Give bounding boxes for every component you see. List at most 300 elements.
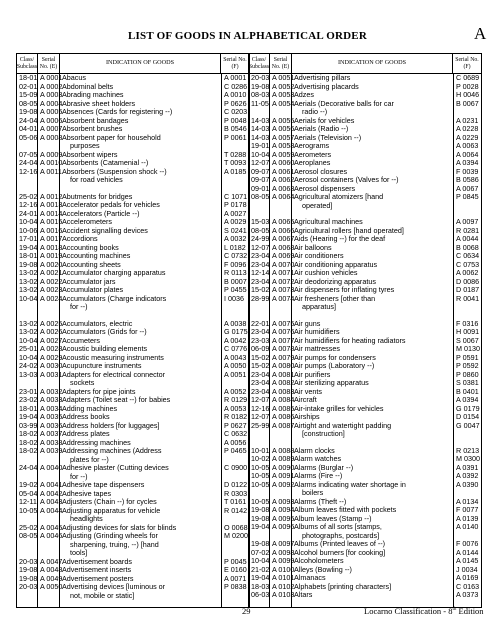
serial-f-cell: A 0029 bbox=[224, 217, 247, 226]
class-cell: 23-04 bbox=[251, 251, 270, 260]
indication-text: Address holders [for luggages] bbox=[62, 420, 160, 430]
serial-e-cell: A 0081 bbox=[272, 369, 295, 379]
indication-continuation: for --) bbox=[70, 471, 88, 481]
class-cell: 23-04 bbox=[251, 276, 270, 286]
indication-text: Aerosol closures bbox=[294, 166, 348, 176]
class-cell: 19-04 bbox=[251, 522, 270, 531]
indication-text: Accounting books bbox=[62, 242, 119, 252]
serial-e-cell: A 0011 bbox=[40, 166, 62, 176]
indication-text: Air sterilizing apparatus bbox=[294, 378, 369, 387]
indication-text: Accounting sheets bbox=[62, 259, 121, 269]
class-cell: 24-04 bbox=[19, 158, 38, 167]
serial-f-cell: A 0043 bbox=[224, 352, 247, 362]
indication-text: Absorbents (Catamenial --) bbox=[62, 158, 149, 167]
class-cell: 14-03 bbox=[251, 132, 270, 142]
serial-f-cell: P 0045 bbox=[224, 556, 247, 566]
indication-text: Albums (Printed leaves of --) bbox=[294, 539, 386, 548]
indication-cell bbox=[292, 591, 453, 600]
class-cell: 06-09 bbox=[251, 344, 270, 353]
serial-e-cell: A 0005 bbox=[40, 107, 63, 116]
indication-cell bbox=[60, 447, 221, 464]
serial-e-cell: A 0056 bbox=[272, 124, 295, 133]
indication-text: Adding machines bbox=[62, 403, 118, 413]
indication-cell bbox=[292, 193, 453, 210]
header-serial-e: Serial No. (E) bbox=[270, 54, 292, 73]
serial-e-cell: A 0077 bbox=[272, 335, 295, 345]
indication-continuation: purposes bbox=[70, 141, 100, 150]
class-cell: 12-16 bbox=[19, 166, 38, 176]
serial-f-cell: C 0632 bbox=[224, 429, 248, 438]
class-cell: 24-99 bbox=[251, 234, 270, 243]
table-row bbox=[17, 134, 249, 151]
serial-e-cell: A 0062 bbox=[272, 175, 295, 184]
serial-e-cell: A 0030 bbox=[40, 361, 63, 370]
serial-f-cell: A 0229 bbox=[456, 132, 479, 142]
indication-text: Aerials for vehicles bbox=[294, 115, 355, 125]
class-cell: 19-08 bbox=[19, 259, 38, 269]
indication-continuation: apparatus] bbox=[302, 302, 336, 311]
serial-f-cell: A 0185 bbox=[224, 166, 247, 176]
class-cell: 03-99 bbox=[19, 420, 38, 430]
serial-e-cell: A 0052 bbox=[272, 81, 295, 91]
serial-f-cell: S 0067 bbox=[456, 335, 479, 345]
left-column-table bbox=[16, 53, 250, 608]
edition-sup: th bbox=[452, 607, 457, 613]
class-cell: 13-02 bbox=[19, 268, 38, 277]
serial-e-cell: A 0038 bbox=[40, 437, 63, 447]
serial-e-cell: A 0021 bbox=[40, 268, 63, 277]
class-cell: 24-04 bbox=[19, 115, 38, 125]
indication-text: Alarms (Burglar --) bbox=[294, 462, 354, 472]
indication-continuation: tools] bbox=[70, 548, 88, 557]
indication-text: Air pumps for condensers bbox=[294, 352, 376, 362]
serial-f-cell: A 0051 bbox=[224, 369, 247, 379]
serial-e-cell: A 0086 bbox=[272, 412, 295, 421]
table-row bbox=[17, 447, 249, 464]
serial-f-cell: H 0046 bbox=[456, 90, 480, 99]
serial-e-cell: A 0023 bbox=[40, 285, 63, 294]
indication-text: Advertisement inserts bbox=[62, 565, 132, 574]
serial-e-cell: A 0026 bbox=[40, 327, 63, 336]
indication-text: Abacus bbox=[62, 73, 86, 82]
indication-cell bbox=[60, 295, 221, 312]
indication-continuation: [construction] bbox=[302, 429, 345, 438]
class-cell: 10-05 bbox=[251, 479, 270, 489]
indication-cell bbox=[60, 507, 221, 524]
serial-e-cell: A 0041 bbox=[40, 480, 63, 489]
serial-e-cell: A 0069 bbox=[272, 251, 295, 260]
serial-f-cell: F 0077 bbox=[456, 505, 479, 514]
class-cell: 19-04 bbox=[19, 412, 38, 421]
serial-e-cell: A 0057 bbox=[272, 132, 295, 142]
serial-f-cell: P 0838 bbox=[224, 582, 247, 591]
class-cell: 25-99 bbox=[251, 420, 270, 430]
serial-f-cell: P 0048 bbox=[224, 115, 247, 125]
class-cell: 15-09 bbox=[19, 90, 38, 99]
serial-e-cell: A 0075 bbox=[272, 318, 295, 328]
serial-e-cell: A 0027 bbox=[40, 335, 63, 345]
indication-text: Addressing machines (Address bbox=[62, 446, 162, 455]
serial-f-cell: A 0391 bbox=[456, 462, 479, 472]
class-cell: 09-07 bbox=[251, 175, 270, 184]
class-cell: 14-03 bbox=[251, 124, 270, 133]
serial-f-cell: A 0063 bbox=[456, 141, 479, 150]
indication-text: Almanacs bbox=[294, 573, 326, 582]
class-cell: 09-07 bbox=[251, 166, 270, 176]
class-cell: 18-01 bbox=[19, 73, 38, 82]
indication-text: Albums of all sorts [stamps, bbox=[294, 522, 382, 531]
indication-text: Abrasive sheet holders bbox=[62, 98, 136, 108]
serial-f-cell: S 0381 bbox=[456, 378, 479, 387]
serial-e-cell: A 0078 bbox=[272, 344, 295, 353]
indication-text: Agricultural rollers [hand operated] bbox=[294, 225, 404, 235]
indication-text: Air humidifiers for heating radiators bbox=[294, 335, 406, 345]
serial-e-cell: A 0090 bbox=[272, 462, 295, 472]
serial-f-cell: R 0129 bbox=[224, 395, 248, 404]
serial-e-cell: A 0010 bbox=[40, 158, 63, 167]
serial-f-cell: G 0175 bbox=[224, 327, 248, 336]
serial-f-cell: A 0053 bbox=[224, 403, 247, 413]
class-cell: 10-04 bbox=[19, 335, 38, 345]
serial-f-cell: P 0860 bbox=[456, 369, 479, 379]
indication-text: Absorbent bandages bbox=[62, 115, 129, 125]
indication-text: Air pumps (Laboratory --) bbox=[294, 361, 375, 370]
serial-f-cell: P 0061 bbox=[224, 132, 247, 142]
serial-e-cell: A 0082 bbox=[272, 378, 295, 387]
table-row bbox=[17, 532, 249, 558]
serial-e-cell: A 0017 bbox=[40, 234, 63, 243]
serial-f-cell: A 0027 bbox=[224, 208, 247, 218]
indication-text: Accident signalling devices bbox=[62, 225, 148, 235]
serial-e-cell: A 0042 bbox=[40, 488, 63, 498]
serial-f-cell: A 0144 bbox=[456, 547, 479, 557]
indication-cell bbox=[60, 134, 221, 151]
serial-f-cell: F 0316 bbox=[456, 318, 479, 328]
class-cell: 19-08 bbox=[19, 573, 38, 583]
class-cell: 19-04 bbox=[251, 573, 270, 582]
indication-text: Accumulators, electric bbox=[62, 318, 133, 328]
indication-text: Adhesive tape dispensers bbox=[62, 480, 145, 489]
indication-text: Advertisement posters bbox=[62, 573, 134, 583]
serial-f-cell: R 0182 bbox=[224, 412, 248, 421]
indication-text: Accumulators (Charge indicators bbox=[62, 293, 167, 303]
indication-text: Air purifiers bbox=[294, 369, 331, 379]
serial-e-cell: A 0031 bbox=[40, 369, 63, 379]
serial-e-cell: A 0099 bbox=[272, 556, 295, 565]
class-cell: 25-02 bbox=[19, 191, 38, 201]
indication-text: Absorbent wipers bbox=[62, 149, 118, 159]
class-cell: 15-02 bbox=[251, 285, 270, 294]
serial-f-cell: A 0038 bbox=[224, 318, 247, 328]
indication-text: Adhesive tapes bbox=[62, 488, 112, 498]
serial-f-cell: P 0591 bbox=[456, 352, 479, 362]
class-cell: 18-02 bbox=[19, 446, 38, 455]
serial-e-cell: A 0019 bbox=[40, 251, 63, 260]
class-cell: 23-03 bbox=[251, 335, 270, 345]
serial-f-cell: P 0845 bbox=[456, 192, 479, 201]
indication-text: Abdominal belts bbox=[62, 81, 114, 91]
indication-text: Advertisement boards bbox=[62, 556, 132, 566]
serial-e-cell: A 0079 bbox=[272, 352, 295, 362]
indication-text: Air conditioning apparatus bbox=[294, 259, 378, 269]
indication-text: Addressing machines bbox=[62, 437, 131, 447]
serial-f-cell: E 0160 bbox=[224, 565, 247, 574]
indication-text: Aircraft bbox=[294, 395, 317, 404]
indication-text: Adapters for pipe joints bbox=[62, 386, 136, 396]
right-column-table bbox=[248, 53, 482, 608]
serial-f-cell: A 0062 bbox=[456, 268, 479, 277]
serial-f-cell: A 0001 bbox=[224, 73, 247, 82]
indication-text: Aeroplanes bbox=[294, 158, 331, 167]
class-cell: 11-05 bbox=[251, 98, 269, 108]
indication-continuation: for --) bbox=[70, 302, 88, 311]
serial-e-cell: A 0080 bbox=[272, 361, 295, 370]
indication-text: Accounting machines bbox=[62, 251, 131, 260]
serial-e-cell: A 0012 bbox=[40, 191, 63, 201]
class-cell: 06-03 bbox=[251, 590, 270, 599]
indication-text: Alcoholometers bbox=[294, 556, 344, 565]
serial-e-cell: A 0033 bbox=[40, 395, 63, 404]
class-cell: 12-07 bbox=[251, 412, 270, 421]
indication-text: Album leaves (Stamp --) bbox=[294, 513, 372, 523]
serial-e-cell: A 0039 bbox=[40, 446, 63, 455]
serial-e-cell: A 0049 bbox=[40, 573, 63, 583]
serial-f-cell: C 0732 bbox=[224, 251, 248, 260]
serial-f-cell: I 0036 bbox=[224, 293, 244, 303]
serial-e-cell: A 0065 bbox=[272, 217, 295, 226]
indication-text: Air mattresses bbox=[294, 344, 340, 353]
table-row bbox=[249, 523, 481, 540]
serial-f-cell: P 0455 bbox=[224, 285, 247, 294]
class-cell: 20-03 bbox=[251, 73, 270, 82]
indication-text: Advertising pillars bbox=[294, 73, 351, 82]
indication-text: Accumulator plates bbox=[62, 285, 124, 294]
serial-e-cell: A 0008 bbox=[40, 132, 63, 142]
serial-f-cell: L 0182 bbox=[224, 242, 246, 252]
class-cell: 09-01 bbox=[251, 183, 270, 193]
indication-text: Alarms (Fire --) bbox=[294, 471, 343, 480]
indication-cell bbox=[60, 168, 221, 185]
class-cell: 18-01 bbox=[19, 403, 38, 413]
edition-tail: Edition bbox=[456, 606, 484, 616]
class-cell: 07-02 bbox=[251, 547, 270, 557]
class-cell: 19-08 bbox=[251, 505, 270, 514]
class-cell: 12-16 bbox=[251, 403, 270, 413]
class-cell: 23-04 bbox=[251, 327, 270, 336]
class-cell: 23-02 bbox=[19, 395, 38, 404]
serial-e-cell: A 0060 bbox=[272, 158, 295, 167]
table-row bbox=[249, 422, 481, 439]
class-cell: 10-05 bbox=[251, 496, 270, 506]
serial-e-cell: A 0022 bbox=[40, 276, 63, 286]
indication-text: Alarm watches bbox=[294, 454, 342, 463]
serial-f-cell: B 0067 bbox=[456, 98, 479, 108]
class-cell: 12-14 bbox=[251, 268, 270, 277]
serial-f-cell: R 0303 bbox=[224, 488, 248, 498]
class-cell: 10-04 bbox=[19, 352, 38, 362]
indication-text: Air dispensers for inflating tyres bbox=[294, 285, 395, 294]
class-cell: 19-04 bbox=[19, 242, 38, 252]
serial-e-cell: A 0083 bbox=[272, 386, 295, 396]
indication-text: Aerograms bbox=[294, 141, 330, 150]
indication-text: Acoustic building elements bbox=[62, 344, 148, 353]
serial-e-cell: A 0024 bbox=[40, 293, 63, 303]
indication-continuation: radio --) bbox=[302, 107, 328, 116]
serial-f-cell: C 0900 bbox=[224, 463, 248, 472]
serial-f-cell: A 0394 bbox=[456, 158, 479, 167]
serial-e-cell: A 0089 bbox=[272, 454, 295, 463]
indication-text: Agricultural atomizers [hand bbox=[294, 192, 384, 201]
serial-e-cell: A 0084 bbox=[272, 395, 295, 404]
serial-e-cell: A 0087 bbox=[272, 420, 295, 430]
serial-f-cell: P 0465 bbox=[224, 446, 247, 455]
indication-text: Air fresheners [other than bbox=[294, 293, 376, 303]
indication-text: Album leaves fitted with pockets bbox=[294, 505, 397, 514]
serial-e-cell: A 0092 bbox=[272, 479, 295, 489]
serial-e-cell: A 0068 bbox=[272, 242, 295, 252]
table-row bbox=[249, 100, 481, 117]
serial-e-cell: A 0071 bbox=[272, 268, 295, 277]
serial-e-cell: A 0073 bbox=[272, 285, 295, 294]
serial-e-cell: A 0097 bbox=[272, 539, 295, 548]
serial-e-cell: A 0018 bbox=[40, 242, 63, 252]
serial-e-cell: A 0028 bbox=[40, 344, 63, 353]
class-cell: 08-03 bbox=[251, 90, 270, 99]
serial-f-cell: C 0776 bbox=[224, 344, 248, 353]
serial-f-cell: A 0097 bbox=[456, 217, 479, 226]
serial-f-cell: M 0130 bbox=[456, 344, 480, 353]
serial-f-cell: F 0076 bbox=[456, 539, 479, 548]
indication-text: Acupuncture instruments bbox=[62, 361, 142, 370]
indication-text: Air deodorizing apparatus bbox=[294, 276, 376, 286]
serial-e-cell: A 0098 bbox=[272, 547, 295, 557]
serial-f-cell: B 0401 bbox=[456, 386, 479, 396]
serial-f-cell: A 0042 bbox=[224, 335, 247, 345]
class-cell: 10-04 bbox=[19, 293, 38, 303]
class-cell: 08-05 bbox=[251, 192, 270, 201]
serial-e-cell: A 0051 bbox=[272, 73, 295, 82]
serial-f-cell: D 0154 bbox=[456, 412, 480, 421]
serial-e-cell: A 0009 bbox=[40, 149, 63, 159]
indication-text: Advertising placards bbox=[294, 81, 359, 91]
serial-e-cell: A 0020 bbox=[40, 259, 63, 269]
serial-f-cell: P 0028 bbox=[456, 81, 479, 91]
indication-continuation: not, mobile or static] bbox=[70, 590, 135, 600]
class-cell: 12-07 bbox=[251, 242, 270, 252]
serial-f-cell: M 0200 bbox=[224, 531, 248, 540]
indication-text: Alphabets [printing characters] bbox=[294, 581, 392, 591]
serial-f-cell: A 0169 bbox=[456, 573, 479, 582]
table-row bbox=[249, 295, 481, 312]
serial-e-cell: A 0085 bbox=[272, 403, 295, 413]
class-cell: 13-02 bbox=[19, 318, 38, 328]
serial-e-cell: A 0013 bbox=[40, 200, 63, 209]
indication-text: Alarms indicating water shortage in bbox=[294, 479, 406, 489]
serial-f-cell: P 0178 bbox=[224, 200, 247, 209]
serial-f-cell: T 0093 bbox=[224, 158, 247, 167]
indication-text: Air conditioners bbox=[294, 251, 344, 260]
serial-e-cell: A 0014 bbox=[40, 208, 63, 218]
indication-text: Aerometers bbox=[294, 149, 332, 159]
serial-e-cell: A 0067 bbox=[272, 234, 295, 243]
serial-e-cell: A 0095 bbox=[272, 513, 295, 523]
serial-e-cell: A 0037 bbox=[40, 429, 63, 438]
class-cell: 08-05 bbox=[19, 98, 38, 108]
class-cell: 24-04 bbox=[19, 463, 38, 472]
class-cell: 19-08 bbox=[251, 513, 270, 523]
serial-e-cell: A 0096 bbox=[272, 522, 295, 531]
serial-f-cell: M 0300 bbox=[456, 454, 480, 463]
class-cell: 14-03 bbox=[251, 115, 270, 125]
class-cell: 12-07 bbox=[251, 395, 270, 404]
serial-e-cell: A 0032 bbox=[40, 386, 63, 396]
header-serial-e: Serial No. (E) bbox=[38, 54, 60, 73]
indication-text: Accelerometers bbox=[62, 217, 112, 226]
class-cell: 13-02 bbox=[19, 276, 38, 286]
class-cell: 17-01 bbox=[19, 234, 38, 243]
class-cell: 23-04 bbox=[251, 378, 270, 387]
indication-text: Airtight and watertight padding bbox=[294, 420, 392, 430]
serial-f-cell: C 0634 bbox=[456, 251, 480, 260]
indication-text: Air-intake grilles for vehicles bbox=[294, 403, 384, 413]
table-row bbox=[17, 507, 249, 524]
indication-text: Air balloons bbox=[294, 242, 332, 252]
indication-text: Absences (Cards for registering --) bbox=[62, 107, 173, 116]
indication-text: Address books bbox=[62, 412, 110, 421]
indication-text: Alarms (Theft --) bbox=[294, 496, 347, 506]
class-cell: 13-03 bbox=[19, 369, 38, 379]
serial-e-cell: A 0101 bbox=[272, 573, 295, 582]
indication-text: Adjusting (Grinding wheels for bbox=[62, 531, 158, 540]
class-cell: 19-08 bbox=[251, 81, 270, 91]
serial-f-cell: R 0041 bbox=[456, 293, 480, 303]
serial-e-cell: A 0004 bbox=[40, 98, 63, 108]
serial-e-cell: A 0061 bbox=[272, 166, 295, 176]
serial-f-cell: A 0134 bbox=[456, 496, 479, 506]
serial-f-cell: A 0064 bbox=[456, 149, 479, 159]
serial-e-cell: A 0007 bbox=[40, 124, 63, 133]
indication-continuation: plates for --) bbox=[70, 454, 109, 464]
serial-f-cell: B 0546 bbox=[224, 124, 247, 133]
indication-text: Accordions bbox=[62, 234, 98, 243]
serial-e-cell: A 0047 bbox=[40, 556, 63, 566]
indication-text: Accumeters bbox=[62, 335, 100, 345]
class-cell: 21-02 bbox=[251, 564, 270, 574]
class-cell: 10-05 bbox=[251, 471, 270, 480]
class-cell: 19-08 bbox=[19, 565, 38, 574]
class-cell: 10-04 bbox=[19, 217, 38, 226]
class-cell: 15-02 bbox=[251, 352, 270, 362]
indication-text: Address plates bbox=[62, 429, 110, 438]
indication-text: Absorbent paper for household bbox=[62, 132, 161, 142]
class-cell: 10-05 bbox=[19, 505, 38, 515]
indication-text: Accumulators (Grids for --) bbox=[62, 327, 147, 336]
indication-continuation: sockets bbox=[70, 378, 95, 387]
class-cell: 10-05 bbox=[251, 462, 270, 472]
class-cell: 12-16 bbox=[19, 200, 38, 209]
class-cell: 13-02 bbox=[19, 327, 38, 336]
serial-e-cell: A 0103 bbox=[272, 590, 295, 599]
serial-f-cell: A 0231 bbox=[456, 115, 479, 125]
serial-e-cell: A 0036 bbox=[40, 420, 63, 430]
left-column-body bbox=[17, 74, 249, 607]
serial-f-cell: T 0288 bbox=[224, 149, 247, 159]
serial-e-cell: A 0102 bbox=[272, 581, 295, 591]
serial-f-cell: D 0122 bbox=[224, 480, 248, 489]
indication-text: Air guns bbox=[294, 318, 321, 328]
serial-f-cell: D 0086 bbox=[456, 276, 480, 286]
indication-continuation: for road vehicles bbox=[70, 175, 123, 184]
